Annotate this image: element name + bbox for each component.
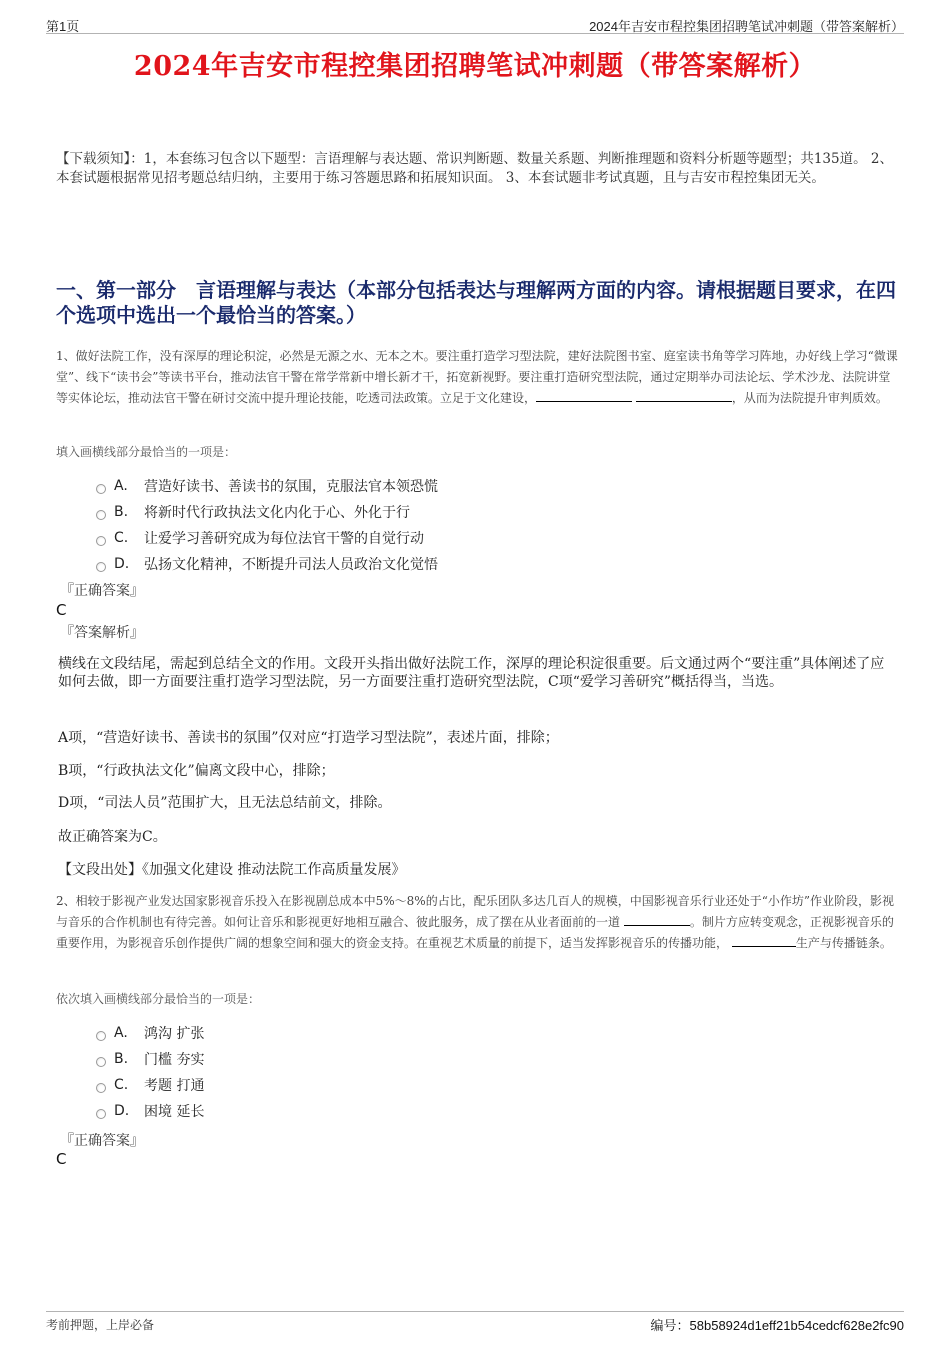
radio-button[interactable] bbox=[96, 484, 106, 494]
question-2-options bbox=[96, 1020, 204, 1124]
option-d[interactable]: D. 弘扬文化精神，不断提升司法人员政治文化觉悟 bbox=[96, 551, 438, 577]
option-a[interactable]: A. 营造好读书、善读书的氛围，克服法官本领恐慌 bbox=[96, 473, 438, 499]
question-1-prompt: 填入画横线部分最恰当的一项是： bbox=[56, 445, 237, 459]
option-b[interactable]: B. 将新时代行政执法文化内化于心、外化于行 bbox=[96, 499, 438, 525]
fill-blank bbox=[624, 912, 690, 926]
correct-answer-label: 『正确答案』 bbox=[60, 583, 144, 599]
header-doc-title: 2024年吉安市程控集团招聘笔试冲刺题（带答案解析） bbox=[589, 19, 904, 34]
document-title: 2024年吉安市程控集团招聘笔试冲刺题（带答案解析） bbox=[133, 51, 817, 82]
radio-button[interactable] bbox=[96, 1109, 106, 1119]
page-number: 第1页 bbox=[46, 19, 80, 34]
footer-slogan: 考前押题，上岸必备 bbox=[46, 1318, 155, 1332]
question-1-stem: 1、做好法院工作，没有深厚的理论积淀，必然是无源之水、无本之木。要注重打造学习型法院，建好法院图书室、庭室读书角等学习阵地，办好线上学习“微课堂”、线下“读书会”等读书平台，推动法官干警在常学常新中增长新才干，拓宽新视野。要注重打造研究型法院，通过定期举办司法论坛、学术沙龙、法院讲堂等实体论坛，推动法官干警在研讨交流中提升理论技能，吃透司法政策。立足于文化建设， ，从而为法院提升审判质效。 bbox=[56, 349, 898, 405]
fill-blank bbox=[636, 388, 732, 402]
option-b[interactable]: B. 门槛 夯实 bbox=[96, 1046, 204, 1072]
download-notice: 【下载须知】：1，本套练习包含以下题型：言语理解与表达题、常识判断题、数量关系题、判断推理题和资料分析题等题型；共135道。 2、本套试题根据常见招考题总结归纳，主要用于练习答题思路和拓展知识面。 3、本套试题非考试真题，且与吉安市程控集团无关。 bbox=[56, 151, 893, 186]
footer-serial: 编号：58b58924d1eff21b54cedcf628e2fc90 bbox=[650, 1318, 904, 1333]
page-footer bbox=[46, 1311, 904, 1333]
question-2-stem: 2、相较于影视产业发达国家影视音乐投入在影视剧总成本中5%～8%的占比，配乐团队多达几百人的规模，中国影视音乐行业还处于“小作坊”作业阶段，影视与音乐的合作机制也有待完善。如何让音乐和影视更好地相互融合、彼此服务，成了摆在从业者面前的一道 。制片方应转变观念，正视影视音乐的重要作用，为影视音乐创作提供广阔的想象空间和强大的资金支持。在重视艺术质量的前提下，适当发挥影视音乐的传播功能， 生产与传播链条。 bbox=[56, 894, 894, 950]
question-1-options bbox=[96, 473, 438, 577]
radio-button[interactable] bbox=[96, 536, 106, 546]
option-a[interactable]: A. 鸿沟 扩张 bbox=[96, 1020, 204, 1046]
fill-blank bbox=[732, 933, 796, 947]
radio-button[interactable] bbox=[96, 562, 106, 572]
option-d[interactable]: D. 困境 延长 bbox=[96, 1098, 204, 1124]
page-header bbox=[46, 14, 904, 34]
correct-answer-value: C bbox=[56, 1150, 67, 1168]
analysis-conclusion: 故正确答案为C。 bbox=[58, 829, 167, 845]
analysis-option-b: B项，“行政执法文化”偏离文段中心，排除； bbox=[58, 763, 335, 779]
radio-button[interactable] bbox=[96, 1031, 106, 1041]
question-2-prompt: 依次填入画横线部分最恰当的一项是： bbox=[56, 992, 261, 1006]
fill-blank bbox=[536, 388, 632, 402]
radio-button[interactable] bbox=[96, 510, 106, 520]
section-heading: 一、第一部分 言语理解与表达（本部分包括表达与理解两方面的内容。请根据题目要求，在四个选项中选出一个最恰当的答案。） bbox=[56, 278, 896, 327]
analysis-label: 『答案解析』 bbox=[60, 625, 144, 641]
analysis-option-d: D项，“司法人员”范围扩大，且无法总结前文，排除。 bbox=[58, 795, 392, 811]
option-c[interactable]: C. 考题 打通 bbox=[96, 1072, 204, 1098]
analysis-source: 【文段出处】《加强文化建设 推动法院工作高质量发展》 bbox=[58, 862, 406, 878]
analysis-option-a: A项，“营造好读书、善读书的氛围”仅对应“打造学习型法院”，表述片面，排除； bbox=[58, 730, 559, 746]
correct-answer-value: C bbox=[56, 601, 67, 619]
analysis-paragraph: 横线在文段结尾，需起到总结全文的作用。文段开头指出做好法院工作，深厚的理论积淀很重要。后文通过两个“要注重”具体阐述了应如何去做，即一方面要注重打造学习型法院，另一方面要注重打造研究型法院，C项“爱学习善研究”概括得当，当选。 bbox=[58, 656, 885, 690]
radio-button[interactable] bbox=[96, 1057, 106, 1067]
option-c[interactable]: C. 让爱学习善研究成为每位法官干警的自觉行动 bbox=[96, 525, 438, 551]
radio-button[interactable] bbox=[96, 1083, 106, 1093]
correct-answer-label: 『正确答案』 bbox=[60, 1133, 144, 1149]
